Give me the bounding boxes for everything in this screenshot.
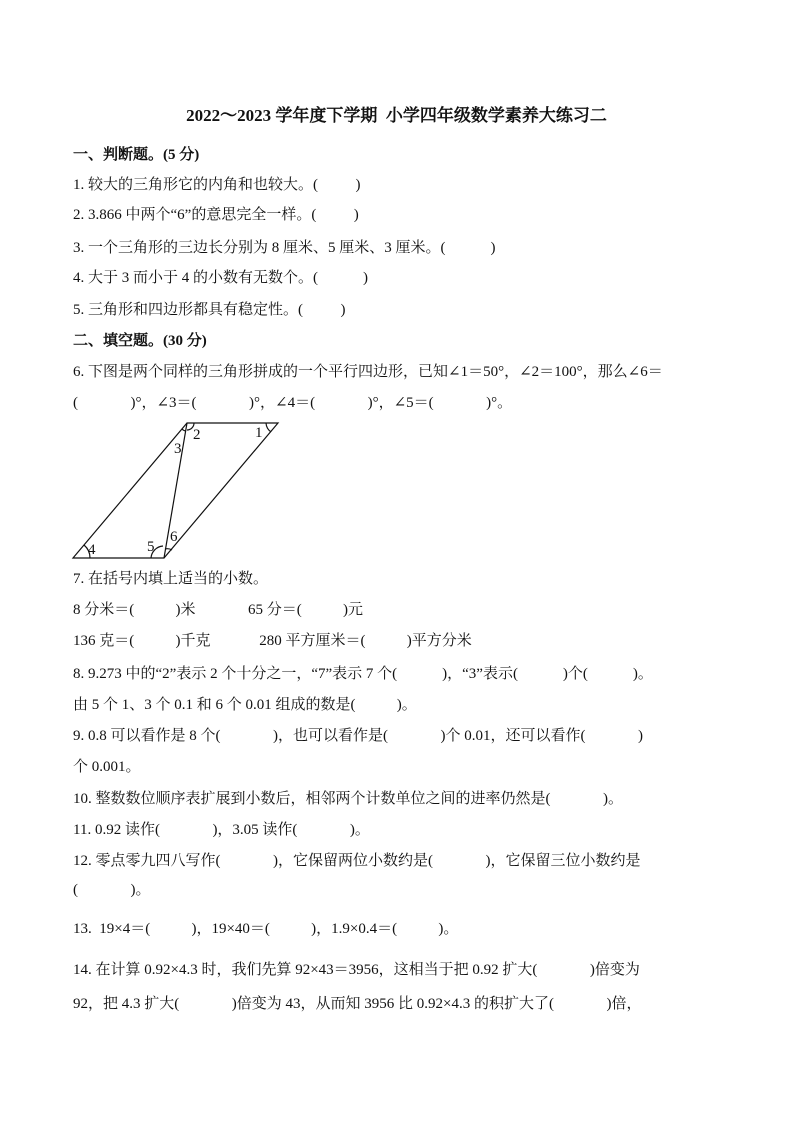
question-line: 6. 下图是两个同样的三角形拼成的一个平行四边形，已知∠1＝50°，∠2＝100°，那么∠6＝: [73, 364, 663, 380]
question-line: ( )。: [73, 882, 151, 898]
question-line: 4. 大于 3 而小于 4 的小数有无数个。( ): [73, 270, 368, 286]
question-line: ( )°，∠3＝( )°，∠4＝( )°，∠5＝( )°。: [73, 395, 513, 411]
question-line: 92，把 4.3 扩大( )倍变为 43，从而知 3956 比 0.92×4.3 的积扩大了( )倍，: [73, 996, 642, 1012]
angle-label-2: 2: [193, 427, 201, 443]
question-line: 7. 在括号内填上适当的小数。: [73, 571, 269, 587]
question-line: 11. 0.92 读作( )，3.05 读作( )。: [73, 822, 370, 838]
question-line: 10. 整数数位顺序表扩展到小数后，相邻两个计数单位之间的进率仍然是( )。: [73, 791, 623, 807]
angle-label-3: 3: [174, 441, 182, 457]
angle-label-6: 6: [170, 529, 178, 545]
section-heading: 二、填空题。(30 分): [73, 333, 207, 349]
question-line: 个 0.001。: [73, 759, 141, 775]
question-line: 由 5 个 1、3 个 0.1 和 6 个 0.01 组成的数是( )。: [73, 697, 417, 713]
question-line: 14. 在计算 0.92×4.3 时，我们先算 92×43＝3956，这相当于把 0.92 扩大( )倍变为: [73, 962, 640, 978]
question-line: 3. 一个三角形的三边长分别为 8 厘米、5 厘米、3 厘米。( ): [73, 240, 496, 256]
question-line: 2. 3.866 中两个“6”的意思完全一样。( ): [73, 207, 359, 223]
question-line: 1. 较大的三角形它的内角和也较大。( ): [73, 177, 361, 193]
question-line: 12. 零点零九四八写作( )，它保留两位小数约是( )，它保留三位小数约是: [73, 853, 641, 869]
question-line: 8. 9.273 中的“2”表示 2 个十分之一，“7”表示 7 个( )，“3”表示( )个( )。: [73, 666, 653, 682]
parallelogram-figure: [60, 410, 300, 570]
question-line: 13. 19×4＝( )，19×40＝( )，1.9×0.4＝( )。: [73, 921, 459, 937]
question-line: 5. 三角形和四边形都具有稳定性。( ): [73, 302, 346, 318]
angle-label-4: 4: [88, 542, 96, 558]
section-heading: 一、判断题。(5 分): [73, 147, 200, 163]
angle-label-5: 5: [147, 539, 155, 555]
question-line: 136 克＝( )千克 280 平方厘米＝( )平方分米: [73, 633, 472, 649]
question-line: 9. 0.8 可以看作是 8 个( )，也可以看作是( )个 0.01，还可以看作( ): [73, 728, 643, 744]
page-title: 2022～2023 学年度下学期 小学四年级数学素养大练习二: [186, 106, 607, 125]
angle-label-1: 1: [255, 425, 263, 441]
question-line: 8 分米＝( )米 65 分＝( )元: [73, 602, 363, 618]
